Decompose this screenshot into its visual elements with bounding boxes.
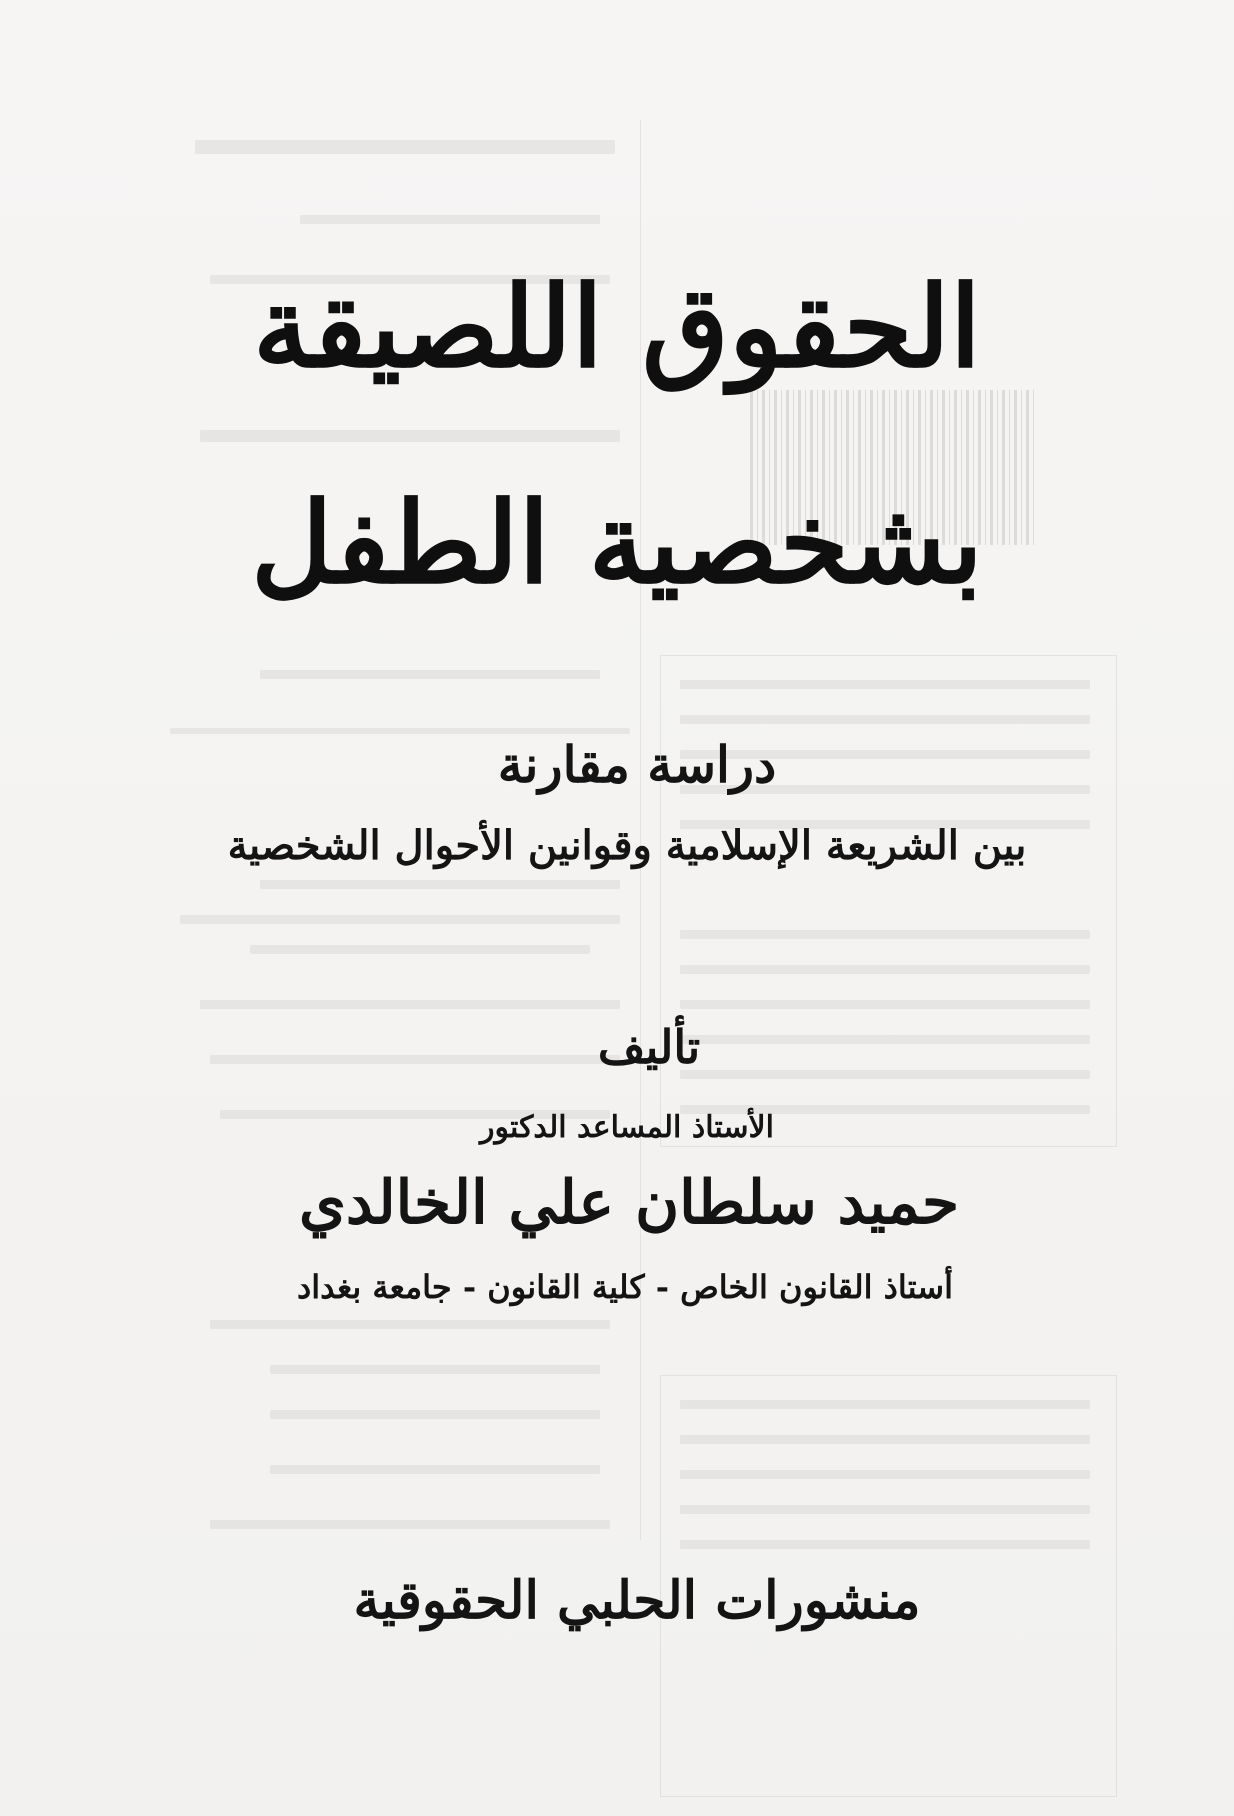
author-name: حميد سلطان علي الخالدي: [298, 1168, 960, 1238]
book-title-line-1: الحقوق اللصيقة: [253, 262, 981, 393]
bleed-text-line: [680, 715, 1090, 724]
author-affiliation: أستاذ القانون الخاص - كلية القانون - جامعة بغداد: [297, 1268, 953, 1306]
bleed-text-line: [200, 430, 620, 442]
bleed-text-line: [680, 680, 1090, 689]
bleed-text-line: [680, 1505, 1090, 1514]
bleed-text-line: [250, 945, 590, 954]
bleed-text-line: [680, 1000, 1090, 1009]
bleed-text-line: [170, 728, 630, 734]
study-subtitle: دراسة مقارنة: [497, 735, 777, 794]
bleed-text-line: [680, 930, 1090, 939]
bleed-text-line: [200, 1000, 620, 1009]
bleed-text-line: [680, 965, 1090, 974]
bleed-text-line: [680, 1435, 1090, 1444]
bleed-text-line: [680, 1400, 1090, 1409]
author-rank: الأستاذ المساعد الدكتور: [480, 1110, 774, 1145]
authorship-label: تأليف: [597, 1020, 701, 1074]
study-subtitle-detail: بين الشريعة الإسلامية وقوانين الأحوال الشخصية: [227, 822, 1027, 869]
bleed-text-line: [270, 1410, 600, 1419]
bleed-text-line: [210, 1320, 610, 1329]
bleed-text-line: [260, 880, 620, 889]
publisher-name: منشورات الحلبي الحقوقية: [353, 1570, 921, 1631]
bleed-text-line: [680, 1540, 1090, 1549]
bleed-text-line: [210, 1520, 610, 1529]
book-title-line-2: بشخصية الطفل: [251, 478, 983, 609]
bleed-text-line: [195, 140, 615, 154]
bleed-text-line: [270, 1465, 600, 1474]
bleed-text-line: [300, 215, 600, 224]
bleed-text-line: [180, 915, 620, 924]
bleed-text-line: [270, 1365, 600, 1374]
bleed-text-line: [260, 670, 600, 679]
bleed-text-line: [680, 1470, 1090, 1479]
